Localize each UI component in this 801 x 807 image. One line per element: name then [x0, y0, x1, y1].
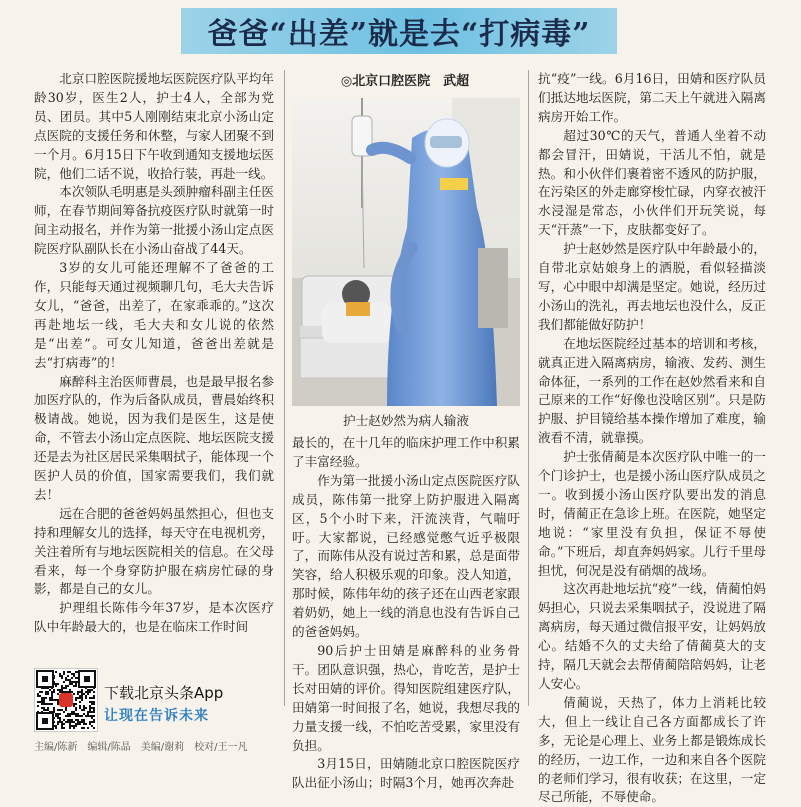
photo-illustration — [292, 98, 520, 406]
paragraph: 护士赵妙然是医疗队中年龄最小的，自带北京姑娘身上的洒脱，看似轻描淡写，心中眼中却满是坚定。她说，经历过小汤山的洗礼，再去地坛也没什么，反正我们都能做好防护！ — [538, 241, 766, 332]
paragraph: 最长的，在十几年的临床护理工作中积累了丰富经验。 — [292, 435, 520, 469]
paragraph: 护理组长陈伟今年37岁，是本次医疗队中年龄最大的，也是在临床工作时间 — [34, 600, 274, 635]
column-divider — [528, 70, 529, 706]
qr-code-graphic — [35, 669, 97, 731]
paragraph: 90后护士田婧是麻醉科的业务骨干。团队意识强，热心，肯吃苦，是护士长对田婧的评价。得知医院组建医疗队，田婧第一时间报了名，她说，我想尽我的力量支援一线，不怕吃苦受累，家里没有负担。 — [292, 642, 520, 753]
paragraph: 远在合肥的爸爸妈妈虽然担心，但也支持和理解女儿的选择，每天守在电视机旁，关注着所有与地坛医院相关的信息。在父母看来，每一个身穿防护服在病房忙碌的身影，都是自己的女儿。 — [34, 505, 274, 597]
qr-finder-mark — [42, 676, 48, 682]
qr-finder-mark — [84, 676, 90, 682]
paragraph: 超过30℃的天气，普通人坐着不动都会冒汗，田婧说，干活儿不怕，就是热。和小伙伴们裹着密不透风的防护服，在污染区的外走廊穿梭忙碌，内穿衣被汗水浸湿是常态，小伙伴们开玩笑说，每天“汗蒸”一下，皮肤都变好了。 — [538, 127, 766, 238]
byline: ◎北京口腔医院 武超 — [340, 74, 470, 89]
paragraph: 护士张倩蔺是本次医疗队中唯一的一个门诊护士，也是援小汤山医疗队成员之一。收到援小汤山医疗队要出发的消息时，倩蔺正在急诊上班。在医院，她坚定地说：“家里没有负担，保证不辱使命。”下班后，却直奔妈妈家。儿行千里母担忧，何况是没有硝烟的战场。 — [538, 449, 766, 578]
paragraph: 3岁的女儿可能还理解不了爸爸的工作，只能每天通过视频聊几句，毛大夫告诉女儿，“爸爸，出差了，在家乖乖的。”这次再赴地坛一线，毛大夫和女儿说的依然是“出差”。可女儿知道，爸爸出差就是去“打病毒”的！ — [34, 260, 274, 370]
paragraph: 作为第一批援小汤山定点医院医疗队成员，陈伟第一批穿上防护服进入隔离区，5个小时下来，汗流浃背，气喘吁吁。大家都说，已经感觉憋气近乎极限了，而陈伟从没有说过苦和累，总是面带笑容，给人积极乐观的印象。没人知道，那时候，陈伟年幼的孩子还在山西老家跟着奶奶，她上一线的消息也没有告诉自己的爸爸妈妈。 — [292, 472, 520, 640]
paragraph: 在地坛医院经过基本的培训和考核，就真正进入隔离病房，输液、发药、测生命体征，一系列的工作在赵妙然看来和自己原来的工作“好像也没啥区别”。只是防护服、护目镜给基本操作增加了难度，输液看不清，就靠摸。 — [538, 335, 766, 446]
column-divider — [284, 70, 285, 706]
paragraph: 麻醉科主治医师曹晨，也是最早报名参加医疗队的，作为后备队成员，曹晨始终积极请战。她说，因为我们是医生，这是使命，不管去小汤山定点医院、地坛医院支援还是去为社区居民采集咽拭子，能体现一个医护人员的价值，国家需要我们，我们就去！ — [34, 373, 274, 502]
app-download-text: 下载北京头条App — [104, 684, 224, 702]
qr-finder-mark — [42, 718, 48, 724]
paragraph: 倩蔺说，天热了，体力上消耗比较大，但上一线让自己各方面都成长了许多，无论是心理上、业务上都是锻炼成长的经历，一边工作，一边和来自各个医院的老师们学习，很有收获；在这里，一定尽己所能，不辱使命。 — [538, 694, 766, 805]
qr-logo — [59, 693, 73, 707]
qr-code[interactable] — [34, 668, 98, 732]
headline-banner — [181, 8, 617, 54]
editorial-credits: 主编/陈新 编辑/陈晶 美编/谢莉 校对/王一凡 — [34, 742, 248, 753]
nurse-infusion-photo — [292, 98, 520, 406]
article-column-3 — [538, 70, 766, 807]
app-slogan: 让现在告诉未来 — [104, 708, 209, 724]
paragraph: 北京口腔医院援地坛医院医疗队平均年龄30岁，医生2人，护士4人，全部为党员、团员。其中5人刚刚结束北京小汤山定点医院的支援任务和休整，与家人团聚不到一个月。6月15日下午收到通知支援地坛医院，他们二话不说，收拾行装，再赴一线。 — [34, 71, 274, 181]
headline: 爸爸“出差”就是去“打病毒” — [207, 17, 591, 52]
paragraph: 3月15日，田婧随北京口腔医院医疗队出征小汤山；时隔3个月，她再次奔赴 — [292, 756, 520, 791]
article-column-1 — [34, 70, 274, 637]
paragraph: 这次再赴地坛抗“疫”一线，倩蔺怕妈妈担心，只说去采集咽拭子，没说进了隔离病房，每天通过微信报平安，让妈妈放心。结婚不久的丈夫给了倩蔺莫大的支持，隔几天就会去帮倩蔺陪陪妈妈，让老人安心。 — [538, 581, 766, 691]
photo-caption: 护士赵妙然为病人输液 — [343, 413, 469, 428]
paragraph: 本次领队毛明惠是头颈肿瘤科副主任医师，在春节期间筹备抗疫医疗队时就第一时间主动报名，并作为第一批援小汤山定点医院医疗队副队长在小汤山奋战了44天。 — [34, 184, 274, 257]
paragraph: 抗“疫”一线。6月16日，田婧和医疗队员们抵达地坛医院，第二天上午就进入隔离病房开始工作。 — [538, 71, 766, 124]
article-column-2 — [292, 434, 520, 793]
